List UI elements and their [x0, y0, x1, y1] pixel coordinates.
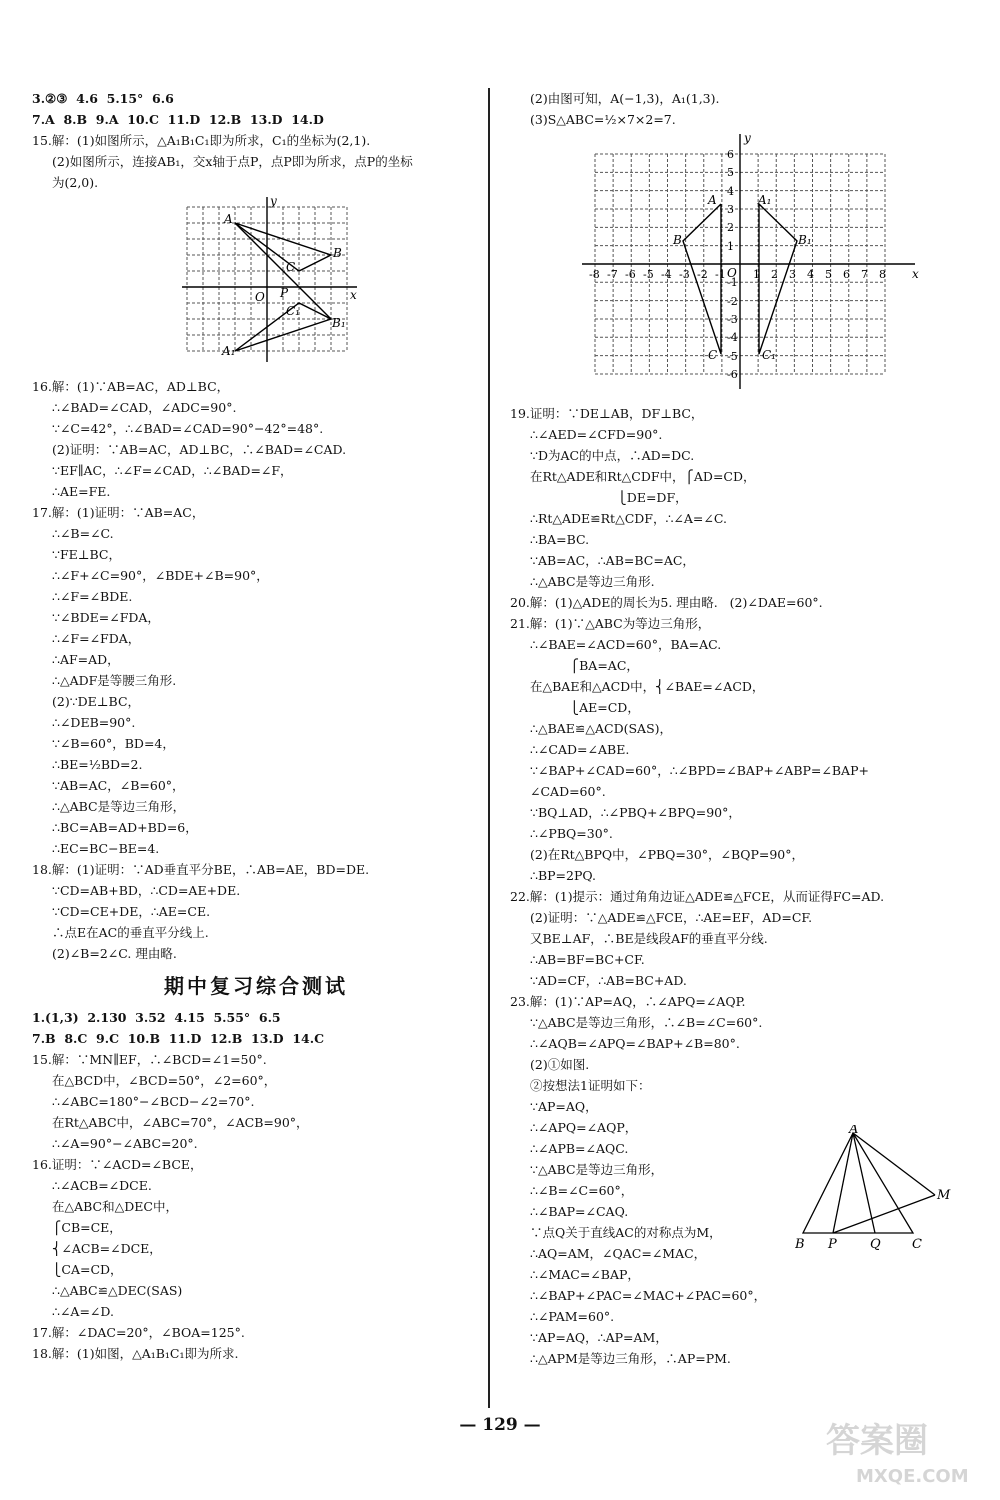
answer-line: 3.②③ 4.6 5.15° 6.6	[32, 91, 174, 106]
answer-line: ∵AD=CF，∴AB=BC+AD.	[530, 973, 687, 988]
answer-line: (2)如图所示，连接AB₁，交x轴于点P，点P即为所求，点P的坐标	[52, 154, 413, 169]
answer-line: (2)证明：∵AB=AC，AD⊥BC，∴∠BAD=∠CAD.	[52, 442, 347, 457]
answer-line: ∵∠BAP+∠CAD=60°，∴∠BPD=∠BAP+∠ABP=∠BAP+	[530, 763, 869, 778]
fig23-label-c: C	[912, 1237, 922, 1250]
answer-line: (2)∵DE⊥BC，	[52, 694, 141, 709]
fig18-label-c1: C₁	[762, 348, 776, 362]
fig18-y-tick: 3	[727, 203, 734, 216]
answer-line: ∴△APM是等边三角形，∴AP=PM.	[530, 1351, 731, 1366]
fig18-y-tick: -1	[727, 276, 738, 289]
answer-line: ∵AB=AC，∴AB=BC=AC，	[530, 553, 695, 568]
page-number-value: 129	[482, 1415, 518, 1435]
fig18-y-tick: -5	[727, 350, 738, 363]
section-title: 期中复习综合测试	[164, 974, 348, 998]
answer-line: ∴AE=FE.	[52, 484, 111, 499]
answer-line: ∴∠A=∠D.	[52, 1304, 114, 1319]
answer-line: ∵FE⊥BC，	[52, 547, 121, 562]
fig18-x-tick: 2	[771, 268, 778, 281]
answer-line: ∴∠F=∠BDE.	[52, 589, 133, 604]
answer-line: ∵AP=AQ，∴AP=AM，	[530, 1330, 668, 1345]
page-number: — 129 —	[459, 1415, 541, 1435]
answer-line: 20.解：(1)△ADE的周长为5. 理由略. (2)∠DAE=60°.	[510, 595, 823, 610]
fig18-x-tick: 1	[753, 268, 760, 281]
answer-line: ∴△ABC是等边三角形.	[530, 574, 655, 589]
fig15-label-b: B	[333, 246, 342, 260]
answer-line: 17.解：∠DAC=20°，∠BOA=125°.	[32, 1325, 245, 1340]
fig18-y-tick: 4	[727, 185, 734, 198]
answer-line: 19.证明：∵DE⊥AB，DF⊥BC，	[510, 406, 704, 421]
watermark-text: 答案圈	[826, 1421, 928, 1461]
answer-line: ∵CD=AB+BD，∴CD=AE+DE.	[52, 883, 241, 898]
answer-line: 22.解：(1)提示：通过角角边证△ADE≌△FCE，从而证得FC=AD.	[510, 889, 885, 904]
answer-line: 16.证明：∵∠ACD=∠BCE，	[32, 1157, 203, 1172]
fig18-y-tick: -6	[727, 368, 738, 381]
answer-line: ∴∠PAM=60°.	[530, 1309, 615, 1324]
answer-line: ∠CAD=60°.	[530, 784, 606, 799]
fig18-y-tick: 6	[727, 148, 734, 161]
answer-line: ∴∠BAE=∠ACD=60°，BA=AC.	[530, 637, 722, 652]
fig18-label-a: A	[708, 193, 717, 207]
left-column	[32, 88, 480, 1364]
fig18-label-b1: B₁	[798, 233, 812, 247]
watermark-logo	[816, 1410, 986, 1490]
fig23-label-p: P	[828, 1237, 837, 1250]
answer-line: 15.解：∵MN∥EF，∴∠BCD=∠1=50°.	[32, 1052, 267, 1067]
fig18-y-tick: -2	[727, 295, 738, 308]
answer-line: ∵CD=CE+DE，∴AE=CE.	[52, 904, 211, 919]
answer-line: 在△BCD中，∠BCD=50°，∠2=60°，	[52, 1073, 277, 1088]
answer-line: ∴∠BAP=∠CAQ.	[530, 1204, 629, 1219]
fig15-y-label: y	[270, 197, 277, 208]
answer-line: 在△ABC和△DEC中，	[52, 1199, 178, 1214]
answer-line: ∴∠ABC=180°−∠BCD−∠2=70°.	[52, 1094, 255, 1109]
fig15-origin-label: O	[255, 290, 265, 304]
answer-line: ⎩AE=CD，	[530, 700, 640, 715]
fig18-label-c: C	[708, 348, 718, 362]
fig15-x-label: x	[350, 288, 357, 302]
fig18-y-tick: -3	[727, 313, 738, 326]
fig18-x-tick: 7	[861, 268, 868, 281]
answer-line: ∵∠B=60°，BD=4，	[52, 736, 175, 751]
answer-line: 15.解：(1)如图所示，△A₁B₁C₁即为所求，C₁的坐标为(2,1).	[32, 133, 371, 148]
answer-line: 21.解：(1)∵△ABC为等边三角形，	[510, 616, 711, 631]
answer-line: ∴Rt△ADE≌Rt△CDF，∴∠A=∠C.	[530, 511, 727, 526]
fig18-y-tick: 1	[727, 240, 734, 253]
fig15-label-b1: B₁	[332, 316, 346, 330]
answer-line: ∵D为AC的中点，∴AD=DC.	[530, 448, 695, 463]
answer-line: ∴AB=BF=BC+CF.	[530, 952, 645, 967]
fig15-label-a: A	[224, 212, 233, 226]
answer-line: ⎩CA=CD，	[52, 1262, 123, 1277]
fig18-x-tick: 3	[789, 268, 796, 281]
answer-line: ∴∠AED=∠CFD=90°.	[530, 427, 663, 442]
answer-line: 在△BAE和△ACD中，⎨∠BAE=∠ACD，	[530, 679, 765, 694]
fig18-y-tick: -4	[727, 331, 738, 344]
fig18-x-label: x	[912, 267, 919, 281]
answer-line: ∴∠F=∠FDA，	[52, 631, 141, 646]
answer-line: (2)∠B=2∠C. 理由略.	[52, 946, 177, 961]
figure-23-triangle	[795, 1125, 955, 1253]
answer-line: ∴△ADF是等腰三角形.	[52, 673, 177, 688]
answer-line: ∵∠C=42°，∴∠BAD=∠CAD=90°−42°=48°.	[52, 421, 324, 436]
fig18-label-a1: A₁	[758, 193, 772, 207]
answer-line: ∴BP=2PQ.	[530, 868, 596, 883]
answer-line: 在Rt△ABC中，∠ABC=70°，∠ACB=90°，	[52, 1115, 309, 1130]
answer-line: 17.解：(1)证明：∵AB=AC，	[32, 505, 205, 520]
answer-line: ∴△ABC≌△DEC(SAS)	[52, 1283, 183, 1298]
answer-line: ∴∠APB=∠AQC.	[530, 1141, 629, 1156]
answer-line: ∴AF=AD，	[52, 652, 120, 667]
fig18-label-b: B	[673, 233, 682, 247]
answer-line: (2)证明：∵△ADE≌△FCE，∴AE=EF，AD=CF.	[530, 910, 813, 925]
answer-line: (3)S△ABC=½×7×2=7.	[530, 112, 676, 127]
answer-line: ∴∠F+∠C=90°，∠BDE+∠B=90°，	[52, 568, 269, 583]
answer-line: ∴∠A=90°−∠ABC=20°.	[52, 1136, 198, 1151]
answer-line: ∴∠CAD=∠ABE.	[530, 742, 630, 757]
answer-line: ∴EC=BC−BE=4.	[52, 841, 160, 856]
fig15-label-a1: A₁	[222, 344, 236, 358]
fig18-x-tick: 4	[807, 268, 814, 281]
answer-line: ∴BE=½BD=2.	[52, 757, 143, 772]
answer-line: 7.B 8.C 9.C 10.B 11.D 12.B 13.D 14.C	[32, 1031, 325, 1046]
answer-line: ⎩DE=DF，	[530, 490, 688, 505]
answer-line: 又BE⊥AF，∴BE是线段AF的垂直平分线.	[530, 931, 768, 946]
answer-line: 23.解：(1)∵AP=AQ，∴∠APQ=∠AQP.	[510, 994, 746, 1009]
fig15-label-c: C	[286, 260, 296, 274]
answer-line: (2)由图可知，A(−1,3)，A₁(1,3).	[530, 91, 720, 106]
answer-line: ∴∠PBQ=30°.	[530, 826, 613, 841]
answer-line: ∵△ABC是等边三角形，	[530, 1162, 664, 1177]
answer-line: ∴∠BAP+∠PAC=∠MAC+∠PAC=60°，	[530, 1288, 767, 1303]
fig18-x-tick: -8	[589, 268, 600, 281]
answer-line: 为(2,0).	[52, 175, 99, 190]
answer-line: 在Rt△ADE和Rt△CDF中，⎧AD=CD，	[530, 469, 756, 484]
answer-line: (2)在Rt△BPQ中，∠PBQ=30°，∠BQP=90°，	[530, 847, 804, 862]
fig23-label-m: M	[937, 1188, 951, 1203]
answer-line: ∴点E在AC的垂直平分线上.	[52, 925, 209, 940]
answer-line: ∵∠BDE=∠FDA，	[52, 610, 160, 625]
answer-line: ②按想法1证明如下：	[530, 1078, 651, 1093]
answer-line: 7.A 8.B 9.A 10.C 11.D 12.B 13.D 14.D	[32, 112, 324, 127]
answer-line: ∴∠APQ=∠AQP，	[530, 1120, 638, 1135]
answer-line: ∴∠ACB=∠DCE.	[52, 1178, 152, 1193]
answer-line: ∴△BAE≌△ACD(SAS)，	[530, 721, 673, 736]
answer-line: ⎧CB=CE，	[52, 1220, 122, 1235]
answer-line: ∵BQ⊥AD，∴∠PBQ+∠BPQ=90°，	[530, 805, 741, 820]
fig23-label-a: A	[849, 1125, 859, 1137]
fig18-x-tick: -2	[697, 268, 708, 281]
fig18-y-tick: 2	[727, 221, 734, 234]
answer-line: 18.解：(1)证明：∵AD垂直平分BE，∴AB=AE，BD=DE.	[32, 862, 370, 877]
fig18-x-tick: 8	[879, 268, 886, 281]
answer-line: ∵AP=AQ，	[530, 1099, 598, 1114]
answer-line: ∴∠AQB=∠APQ=∠BAP+∠B=80°.	[530, 1036, 740, 1051]
fig18-x-tick: -4	[661, 268, 672, 281]
answer-line: ∵△ABC是等边三角形，∴∠B=∠C=60°.	[530, 1015, 763, 1030]
answer-line: ∴△ABC是等边三角形，	[52, 799, 186, 814]
fig18-x-tick: -1	[715, 268, 726, 281]
figure-18-coordinate-grid	[510, 134, 950, 399]
answer-line: ∴∠DEB=90°.	[52, 715, 136, 730]
fig18-x-tick: -5	[643, 268, 654, 281]
fig23-label-q: Q	[870, 1237, 881, 1250]
answer-line: (2)①如图.	[530, 1057, 590, 1072]
answer-line: ⎨∠ACB=∠DCE，	[52, 1241, 162, 1256]
fig15-label-c1: C₁	[286, 304, 300, 318]
fig18-y-tick: 5	[727, 166, 734, 179]
answer-line: ∴BC=AB=AD+BD=6，	[52, 820, 198, 835]
answer-line: ∴AQ=AM，∠QAC=∠MAC，	[530, 1246, 707, 1261]
fig18-x-tick: -7	[607, 268, 618, 281]
answer-line: ∵EF∥AC，∴∠F=∠CAD，∴∠BAD=∠F，	[52, 463, 293, 478]
fig18-x-tick: 6	[843, 268, 850, 281]
watermark-url: MXQE.COM	[856, 1466, 969, 1487]
answer-line: 16.解：(1)∵AB=AC，AD⊥BC，	[32, 379, 230, 394]
answer-line: ∴∠B=∠C=60°，	[530, 1183, 634, 1198]
fig18-origin-label: O	[727, 266, 737, 280]
fig18-y-label: y	[744, 134, 751, 145]
answer-line: ∵点Q关于直线AC的对称点为M，	[530, 1225, 722, 1240]
figure-15-coordinate-grid	[32, 197, 452, 372]
answer-line: ∵AB=AC，∠B=60°，	[52, 778, 185, 793]
answer-line: ∴BA=BC.	[530, 532, 590, 547]
answer-line: 1.(1,3) 2.130 3.52 4.15 5.55° 6.5	[32, 1010, 281, 1025]
answer-line: ∴∠BAD=∠CAD，∠ADC=90°.	[52, 400, 237, 415]
answer-line: ∴∠B=∠C.	[52, 526, 114, 541]
fig15-label-p: P	[280, 286, 289, 300]
fig18-x-tick: -3	[679, 268, 690, 281]
fig18-x-tick: -6	[625, 268, 636, 281]
answer-line: ⎧BA=AC，	[530, 658, 639, 673]
answer-line: 18.解：(1)如图，△A₁B₁C₁即为所求.	[32, 1346, 239, 1361]
column-divider	[488, 88, 490, 1408]
answer-line: ∴∠MAC=∠BAP，	[530, 1267, 640, 1282]
fig18-x-tick: 5	[825, 268, 832, 281]
fig23-label-b: B	[795, 1237, 805, 1250]
